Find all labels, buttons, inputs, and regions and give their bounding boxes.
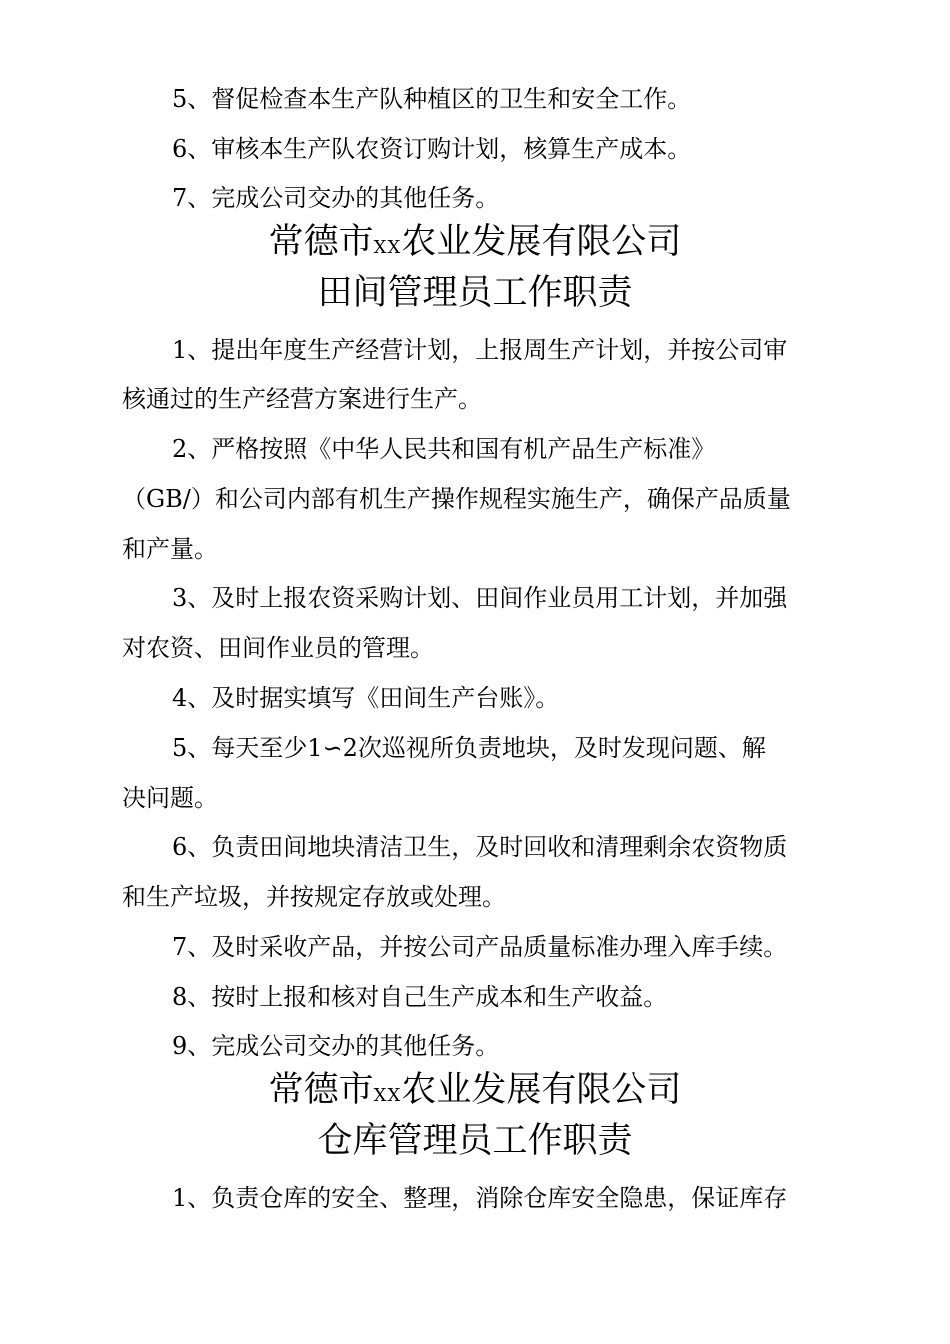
section-subtitle-warehouse: 仓库管理员工作职责 <box>317 1121 633 1161</box>
warehouse-duty-1-line-1: 1、负责仓库的安全、整理，消除仓库安全隐患，保证库存 <box>172 1184 788 1212</box>
field-duty-5-line-2: 决问题。 <box>122 784 218 812</box>
field-duty-2-line-2: （GB/）和公司内部有机生产操作规程实施生产，确保产品质量 <box>122 485 791 513</box>
company-name-suffix: 农业发展有限公司 <box>401 222 682 262</box>
field-duty-3-line-1: 3、及时上报农资采购计划、田间作业员用工计划，并加强 <box>172 584 788 612</box>
prev-duty-7: 7、完成公司交办的其他任务。 <box>172 184 500 212</box>
company-name-xx: XX <box>373 237 402 258</box>
field-duty-2-line-3: 和产量。 <box>122 535 218 563</box>
company-title-warehouse <box>0 1068 950 1112</box>
company-title-field <box>0 220 950 264</box>
field-duty-5-line-1: 5、每天至少1∽2次巡视所负责地块，及时发现问题、解 <box>172 734 766 762</box>
prev-duty-6: 6、审核本生产队农资订购计划，核算生产成本。 <box>172 135 692 163</box>
field-duty-3-line-2: 对农资、田间作业员的管理。 <box>122 634 434 662</box>
field-duty-6-line-2: 和生产垃圾，并按规定存放或处理。 <box>122 883 506 911</box>
field-duty-2-line-1: 2、严格按照《中华人民共和国有机产品生产标准》 <box>172 435 716 463</box>
field-duty-8: 8、按时上报和核对自己生产成本和生产收益。 <box>172 983 668 1011</box>
field-duty-6-line-1: 6、负责田间地块清洁卫生，及时回收和清理剩余农资物质 <box>172 833 788 861</box>
field-duty-4: 4、及时据实填写《田间生产台账》。 <box>172 684 560 712</box>
field-duty-1-line-2: 核通过的生产经营方案进行生产。 <box>122 385 482 413</box>
field-duty-7: 7、及时采收产品，并按公司产品质量标准办理入库手续。 <box>172 933 788 961</box>
company-name-prefix: 常德市 <box>268 1070 374 1110</box>
company-name-xx: XX <box>373 1085 402 1106</box>
section-subtitle-field: 田间管理员工作职责 <box>317 273 633 313</box>
prev-duty-5: 5、督促检查本生产队种植区的卫生和安全工作。 <box>172 85 692 113</box>
field-duty-1-line-1: 1、提出年度生产经营计划，上报周生产计划，并按公司审 <box>172 336 788 364</box>
field-duty-9: 9、完成公司交办的其他任务。 <box>172 1032 500 1060</box>
company-name-prefix: 常德市 <box>268 222 374 262</box>
company-name-suffix: 农业发展有限公司 <box>401 1070 682 1110</box>
